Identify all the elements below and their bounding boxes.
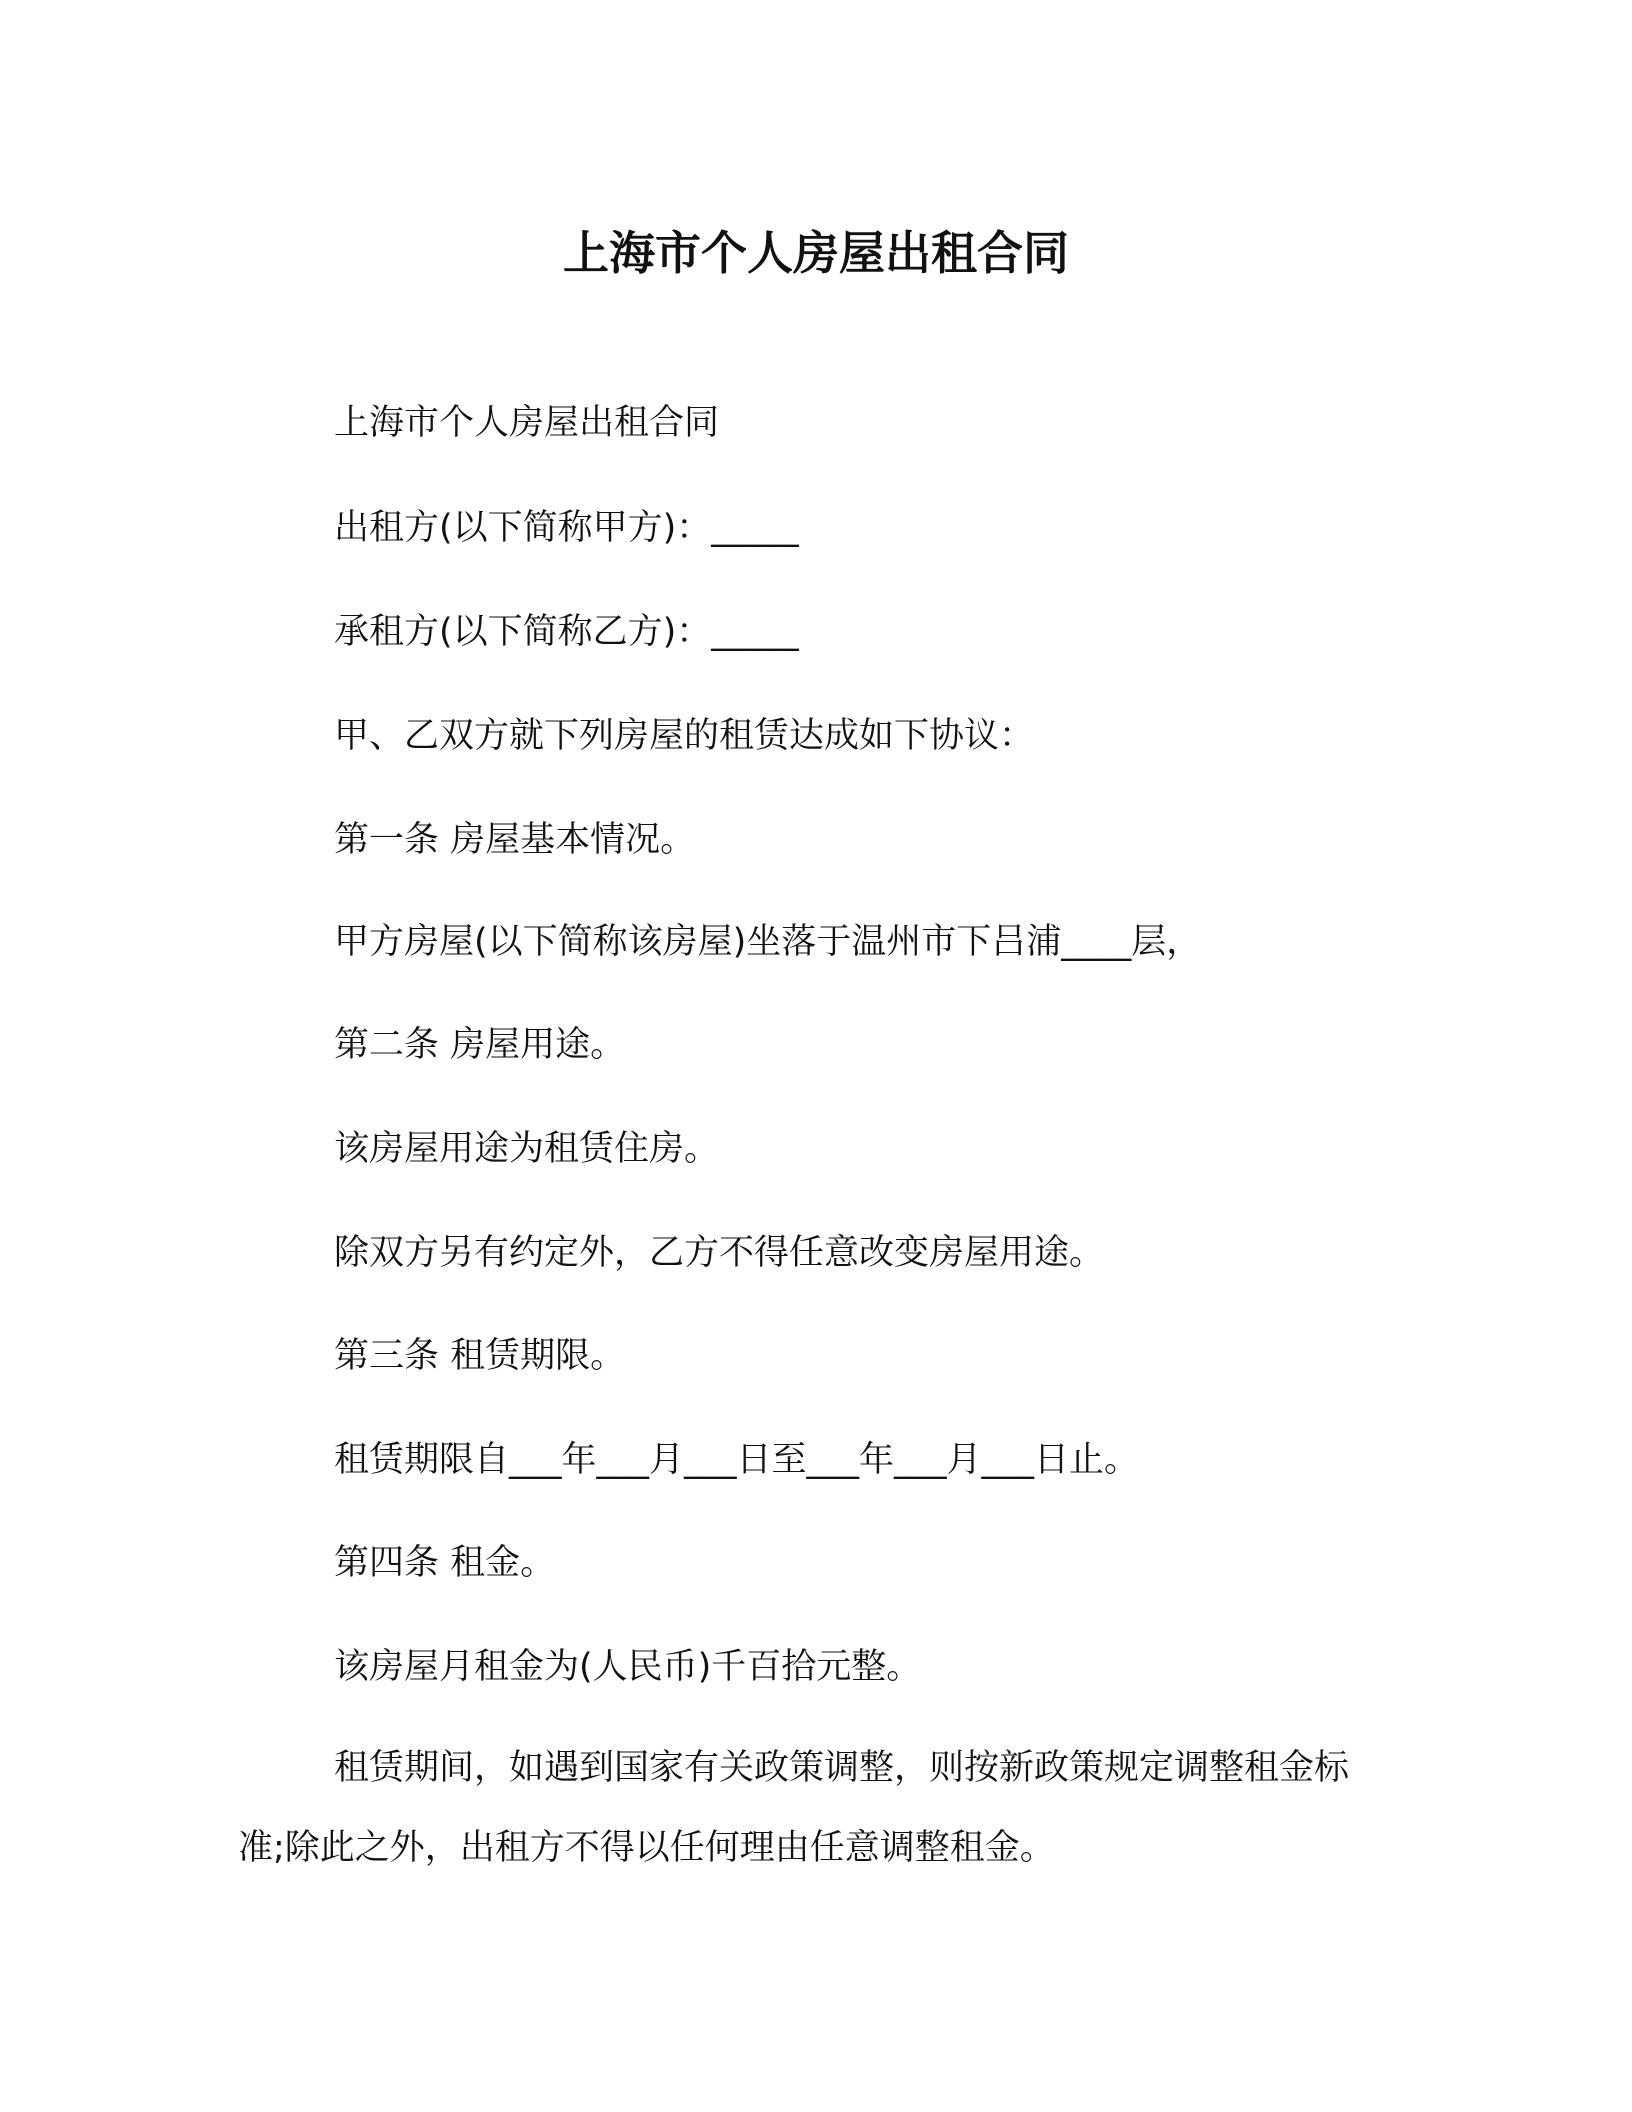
paragraph-property-location: 甲方房屋(以下简称该房屋)坐落于温州市下吕浦____层， — [334, 922, 1202, 962]
paragraph-agreement-intro: 甲、乙双方就下列房屋的租赁达成如下协议： — [334, 716, 1035, 756]
paragraph-lessee: 承租方(以下简称乙方)：_____ — [334, 612, 799, 652]
paragraph-rent-adjustment: 租赁期间，如遇到国家有关政策调整，则按新政策规定调整租金标准;除此之外，出租方不得以任何理由任意调整租金。 — [238, 1748, 1350, 1868]
paragraph-article-2: 第二条 房屋用途。 — [334, 1025, 626, 1065]
paragraph-lease-term: 租赁期限自___年___月___日至___年___月___日止。 — [334, 1440, 1140, 1480]
paragraph-usage-restriction: 除双方另有约定外，乙方不得任意改变房屋用途。 — [334, 1233, 1105, 1273]
paragraph-lessor: 出租方(以下简称甲方)：_____ — [334, 508, 799, 548]
paragraph-article-4: 第四条 租金。 — [334, 1543, 556, 1583]
paragraph-monthly-rent: 该房屋月租金为(人民币)千百拾元整。 — [334, 1647, 922, 1687]
document-title: 上海市个人房屋出租合同 — [563, 226, 1069, 280]
paragraph-article-3: 第三条 租赁期限。 — [334, 1336, 626, 1376]
paragraph-usage: 该房屋用途为租赁住房。 — [334, 1129, 720, 1169]
paragraph-heading: 上海市个人房屋出租合同 — [334, 403, 720, 443]
paragraph-article-1: 第一条 房屋基本情况。 — [334, 820, 696, 860]
